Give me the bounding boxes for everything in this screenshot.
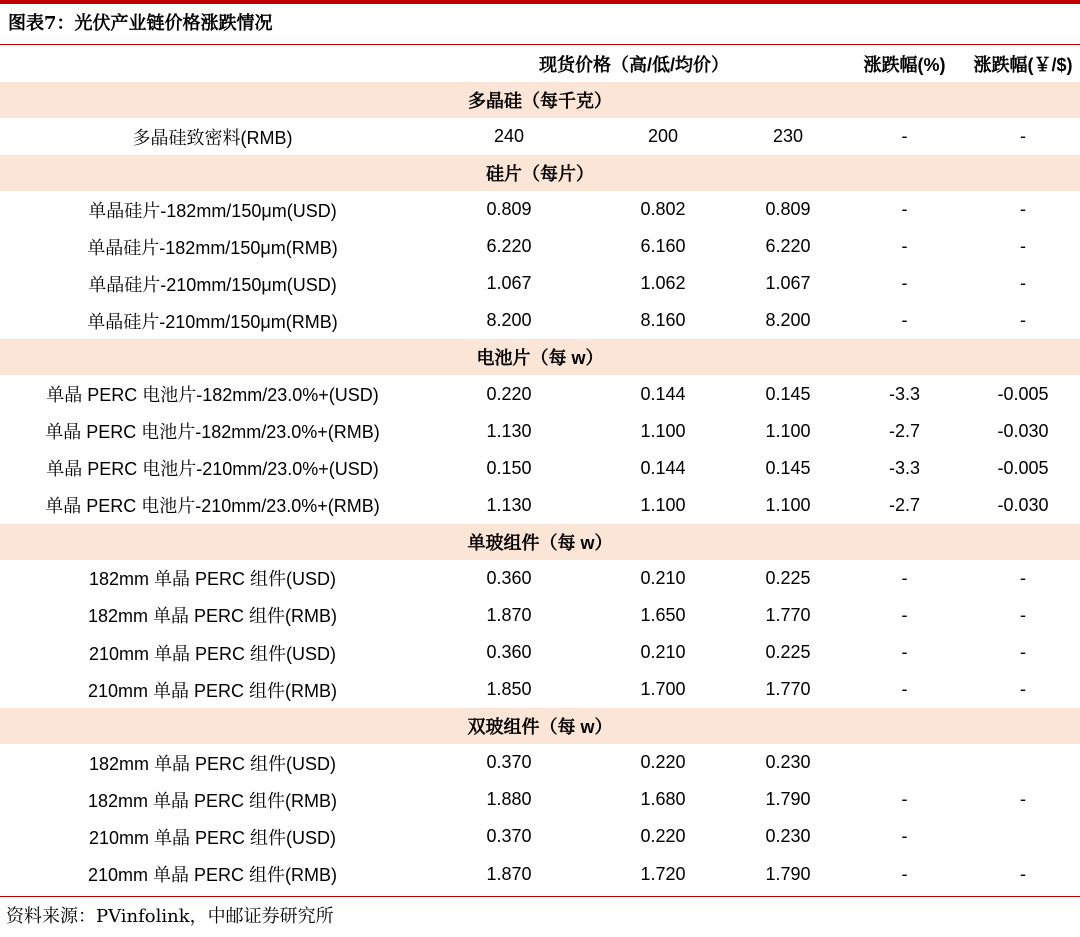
change-pct-cell: -: [901, 126, 908, 147]
change-pct-cell: [843, 744, 966, 781]
change-pct-cell: -: [901, 826, 908, 847]
table-row: [0, 597, 1080, 634]
high-price-cell: 1.870: [486, 604, 532, 625]
avg-price-cell: 0.225: [765, 567, 811, 588]
table-row: [0, 634, 1080, 671]
high-price-cell: 1.880: [486, 789, 532, 810]
avg-price-cell: 0.145: [765, 457, 811, 478]
change-pct-cell: -: [901, 679, 908, 700]
product-name-cell: 单晶硅片-210mm/150μm(RMB): [87, 311, 338, 332]
section-header-row: [0, 155, 1080, 191]
high-price-cell: 0.360: [486, 642, 532, 663]
product-name-cell: 多晶硅致密料(RMB): [132, 127, 293, 148]
change-pct-cell: -: [901, 273, 908, 294]
product-name-cell: 单晶 PERC 电池片-182mm/23.0%+(USD): [46, 385, 379, 406]
avg-price-cell: 230: [772, 126, 804, 147]
product-name-cell: 单晶 PERC 电池片-182mm/23.0%+(RMB): [45, 422, 380, 443]
change-abs-cell: [966, 818, 1080, 855]
table-header-row: [0, 46, 1080, 82]
high-price-cell: 0.220: [486, 383, 532, 404]
low-price-cell: 1.062: [640, 273, 686, 294]
low-price-cell: 0.144: [640, 457, 686, 478]
low-price-cell: 8.160: [640, 310, 686, 331]
change-abs-cell: -0.005: [997, 383, 1049, 404]
change-pct-cell: -2.7: [888, 494, 921, 515]
low-price-cell: 1.680: [640, 789, 686, 810]
avg-price-cell: 0.230: [765, 752, 811, 773]
high-price-cell: 0.370: [486, 752, 532, 773]
change-abs-cell: [966, 744, 1080, 781]
change-pct-cell: -: [901, 642, 908, 663]
avg-price-cell: 1.790: [765, 863, 811, 884]
product-name-cell: 182mm 单晶 PERC 组件(USD): [88, 753, 337, 774]
low-price-cell: 200: [647, 126, 679, 147]
product-name-cell: 单晶 PERC 电池片-210mm/23.0%+(RMB): [45, 496, 380, 517]
low-price-cell: 0.220: [640, 826, 686, 847]
change-abs-cell: -: [1020, 310, 1026, 331]
low-price-cell: 1.100: [640, 494, 686, 515]
change-abs-cell: -0.030: [997, 420, 1049, 441]
high-price-cell: 8.200: [486, 310, 532, 331]
table-row: [0, 191, 1080, 228]
table-row: [0, 818, 1080, 855]
change-abs-cell: -: [1020, 642, 1026, 663]
low-price-cell: 1.100: [640, 420, 686, 441]
change-abs-cell: -: [1020, 789, 1026, 810]
product-name-cell: 210mm 单晶 PERC 组件(USD): [88, 827, 337, 848]
low-price-cell: 0.802: [640, 199, 686, 220]
section-header-row: [0, 708, 1080, 744]
avg-price-cell: 0.225: [765, 642, 811, 663]
low-price-cell: 0.210: [640, 567, 686, 588]
table-row: [0, 228, 1080, 265]
section-label: 硅片（每片）: [486, 164, 594, 185]
table-row: [0, 450, 1080, 487]
change-abs-cell: -: [1020, 679, 1026, 700]
high-price-cell: 1.850: [486, 679, 532, 700]
change-abs-cell: -: [1020, 863, 1026, 884]
change-pct-cell: -2.7: [888, 420, 921, 441]
product-name-cell: 单晶 PERC 电池片-210mm/23.0%+(USD): [46, 459, 379, 480]
high-price-cell: 0.809: [486, 199, 532, 220]
avg-price-cell: 0.230: [765, 826, 811, 847]
product-name-cell: 182mm 单晶 PERC 组件(RMB): [87, 790, 338, 811]
change-pct-cell: -: [901, 310, 908, 331]
change-abs-cell: -: [1020, 126, 1026, 147]
high-price-cell: 0.370: [486, 826, 532, 847]
price-table: [0, 46, 1080, 893]
change-abs-cell: -: [1020, 604, 1026, 625]
low-price-cell: 1.700: [640, 679, 686, 700]
table-row: [0, 744, 1080, 781]
product-name-cell: 单晶硅片-182mm/150μm(RMB): [87, 237, 338, 258]
change-pct-cell: -: [901, 199, 908, 220]
avg-price-cell: 1.100: [765, 494, 811, 515]
table-row: [0, 302, 1080, 339]
high-price-cell: 1.130: [486, 420, 532, 441]
avg-price-cell: 1.067: [765, 273, 811, 294]
low-price-cell: 1.720: [640, 863, 686, 884]
product-name-cell: 182mm 单晶 PERC 组件(RMB): [87, 606, 338, 627]
high-price-cell: 0.150: [486, 457, 532, 478]
change-pct-cell: -3.3: [888, 383, 921, 404]
change-pct-cell: -: [901, 863, 908, 884]
avg-price-cell: 0.145: [765, 383, 811, 404]
change-abs-column-header: 涨跌幅(￥/$): [973, 55, 1073, 75]
top-accent-bar: [0, 0, 1080, 4]
table-row: [0, 781, 1080, 818]
price-column-header: 现货价格（高/低/均价）: [538, 55, 729, 75]
high-price-cell: 1.870: [486, 863, 532, 884]
figure-title: 图表7：光伏产业链价格涨跌情况: [8, 13, 273, 34]
title-divider: [0, 44, 1080, 45]
avg-price-cell: 0.809: [765, 199, 811, 220]
section-label: 多晶硅（每千克）: [468, 91, 612, 111]
product-name-cell: 210mm 单晶 PERC 组件(USD): [88, 643, 337, 664]
high-price-cell: 240: [493, 126, 525, 147]
change-pct-column-header: 涨跌幅(%): [863, 55, 946, 75]
high-price-cell: 1.130: [486, 494, 532, 515]
change-pct-cell: -: [901, 604, 908, 625]
table-row: [0, 671, 1080, 708]
table-row: [0, 118, 1080, 155]
section-header-row: [0, 82, 1080, 118]
product-name-cell: 单晶硅片-182mm/150μm(USD): [88, 200, 337, 221]
change-pct-cell: -: [901, 567, 908, 588]
table-row: [0, 560, 1080, 597]
bottom-divider: [0, 896, 1080, 897]
source-note: 资料来源：PVinfolink，中邮证券研究所: [6, 906, 334, 927]
section-label: 电池片（每 w）: [476, 348, 604, 369]
section-header-row: [0, 524, 1080, 560]
change-pct-cell: -: [901, 789, 908, 810]
table-row: [0, 856, 1080, 893]
product-name-cell: 182mm 单晶 PERC 组件(USD): [88, 569, 337, 590]
avg-price-cell: 1.790: [765, 789, 811, 810]
low-price-cell: 0.144: [640, 383, 686, 404]
table-row: [0, 413, 1080, 450]
section-header-row: [0, 339, 1080, 375]
avg-price-cell: 1.770: [765, 604, 811, 625]
table-row: [0, 375, 1080, 412]
low-price-cell: 1.650: [640, 604, 686, 625]
avg-price-cell: 1.770: [765, 679, 811, 700]
avg-price-cell: 8.200: [765, 310, 811, 331]
change-abs-cell: -: [1020, 199, 1026, 220]
table-row: [0, 265, 1080, 302]
section-label: 单玻组件（每 w）: [467, 532, 613, 553]
change-abs-cell: -0.005: [997, 457, 1049, 478]
low-price-cell: 6.160: [640, 236, 686, 257]
section-label: 双玻组件（每 w）: [467, 717, 613, 738]
product-name-cell: 210mm 单晶 PERC 组件(RMB): [87, 865, 338, 886]
low-price-cell: 0.210: [640, 642, 686, 663]
change-abs-cell: -: [1020, 567, 1026, 588]
table-row: [0, 487, 1080, 524]
change-pct-cell: -3.3: [888, 457, 921, 478]
avg-price-cell: 1.100: [765, 420, 811, 441]
high-price-cell: 1.067: [486, 273, 532, 294]
product-name-cell: 单晶硅片-210mm/150μm(USD): [88, 274, 337, 295]
product-name-cell: 210mm 单晶 PERC 组件(RMB): [87, 680, 338, 701]
change-abs-cell: -0.030: [997, 494, 1049, 515]
low-price-cell: 0.220: [640, 752, 686, 773]
high-price-cell: 6.220: [486, 236, 532, 257]
change-abs-cell: -: [1020, 273, 1026, 294]
high-price-cell: 0.360: [486, 567, 532, 588]
change-abs-cell: -: [1020, 236, 1026, 257]
avg-price-cell: 6.220: [765, 236, 811, 257]
change-pct-cell: -: [901, 236, 908, 257]
